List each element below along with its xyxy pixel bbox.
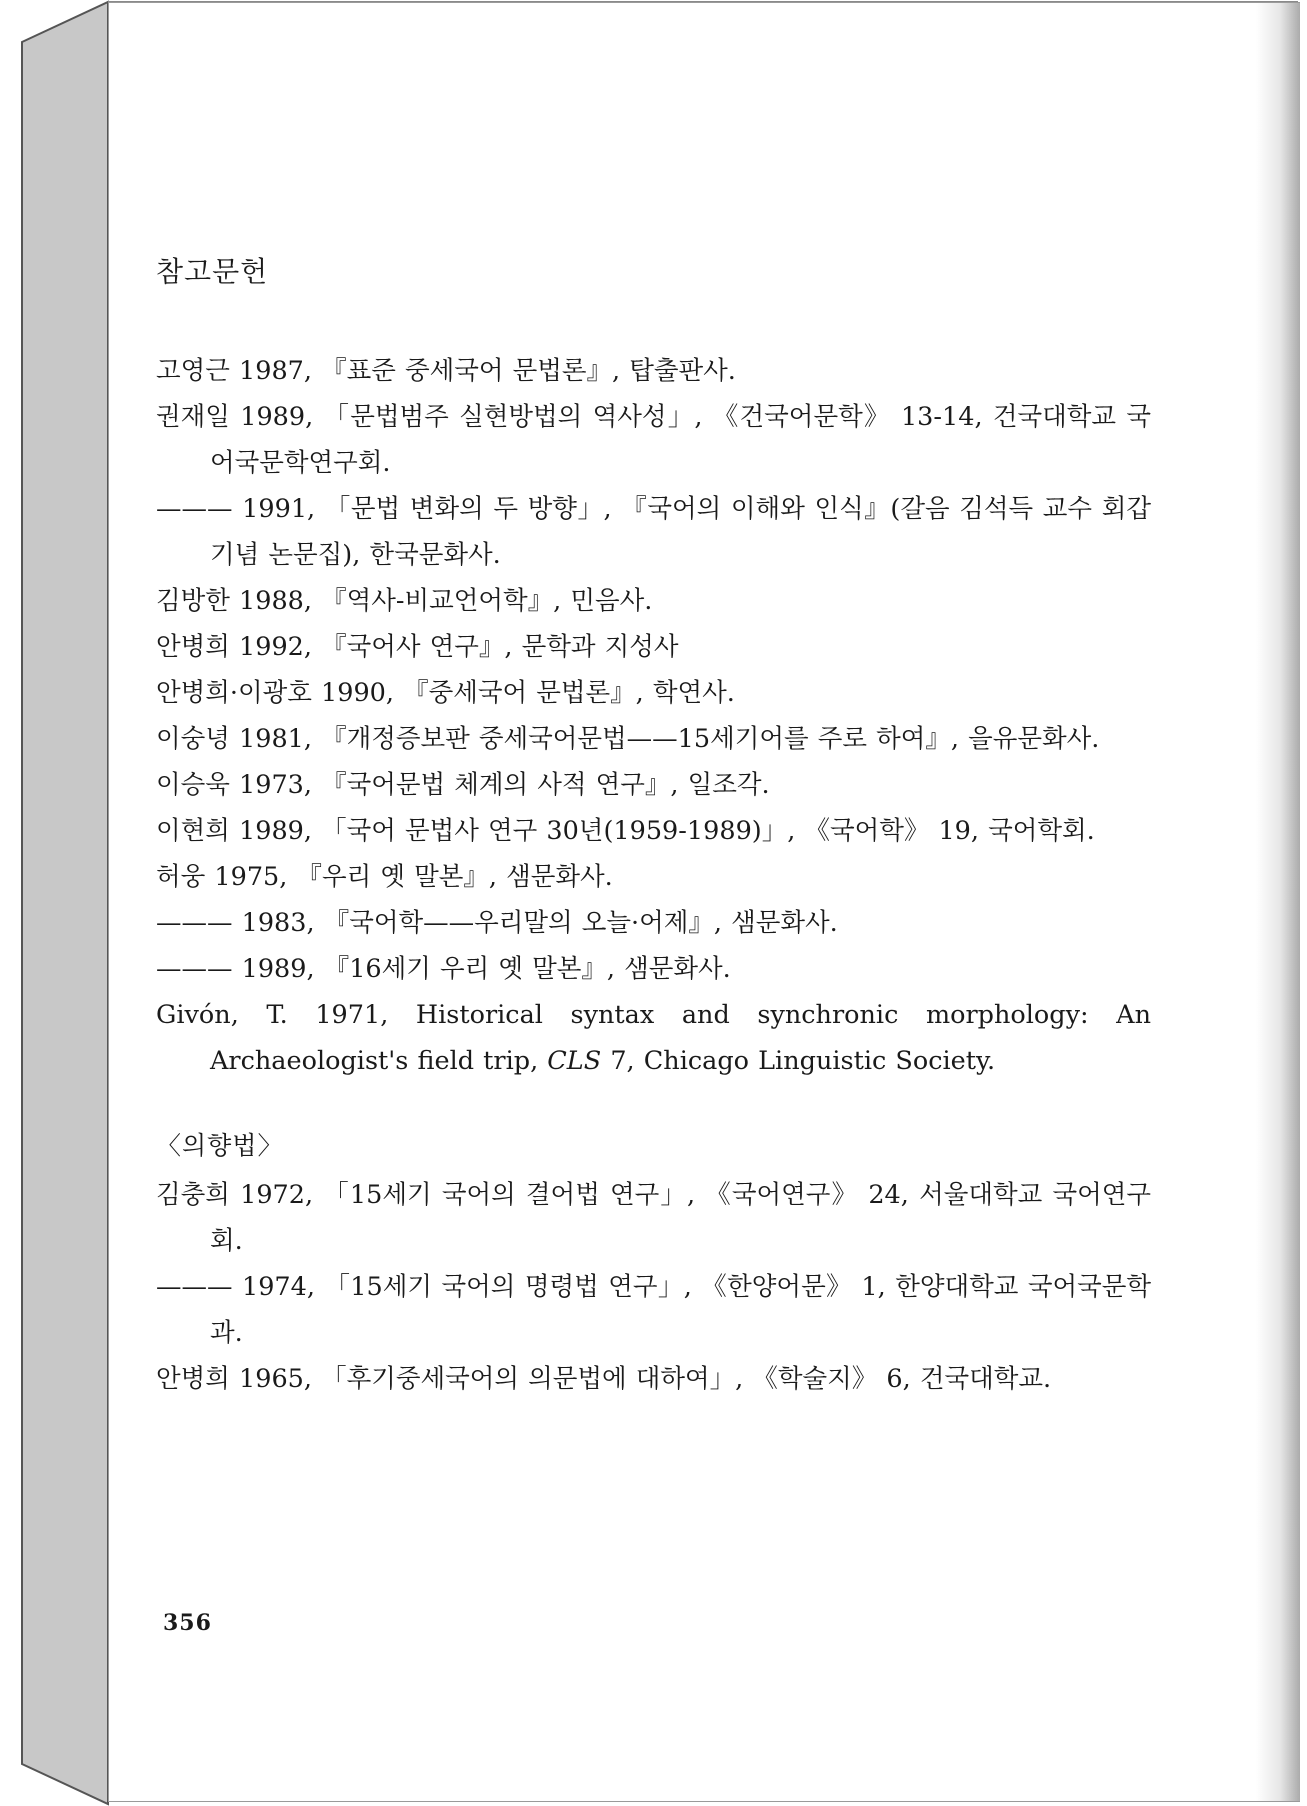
mood-reference-list: [156, 1172, 1151, 1402]
reference-item: 이현희 1989, 「국어 문법사 연구 30년(1959-1989)」, 《국어학》 19, 국어학회.: [156, 816, 1095, 846]
reference-item: ——— 1974, 「15세기 국어의 명령법 연구」, 《한양어문》 1, 한양대학교 국어국문학과.: [156, 1272, 1151, 1348]
reference-list: [156, 348, 1151, 1084]
reference-item: 고영근 1987, 『표준 중세국어 문법론』, 탑출판사.: [156, 356, 736, 386]
subsection-title: 〈의향법〉: [156, 1131, 284, 1160]
page-number: 356: [163, 1610, 212, 1636]
reference-item: 허웅 1975, 『우리 옛 말본』, 샘문화사.: [156, 862, 613, 892]
givon-text-end: 7, Chicago Linguistic Society.: [601, 1046, 996, 1076]
reference-item: 김방한 1988, 『역사-비교언어학』, 민음사.: [156, 586, 653, 616]
reference-item: ——— 1991, 「문법 변화의 두 방향」, 『국어의 이해와 인식』(갈음 김석득 교수 회갑기념 논문집), 한국문화사.: [156, 494, 1151, 570]
reference-item: 김충희 1972, 「15세기 국어의 결어법 연구」, 《국어연구》 24, 서울대학교 국어연구회.: [156, 1180, 1151, 1256]
reference-item: 안병희 1965, 「후기중세국어의 의문법에 대하여」, 《학술지》 6, 건국대학교.: [156, 1364, 1052, 1394]
reference-item: ——— 1983, 『국어학——우리말의 오늘·어제』, 샘문화사.: [156, 908, 838, 938]
reference-item: 권재일 1989, 「문법범주 실현방법의 역사성」, 《건국어문학》 13-14, 건국대학교 국어국문학연구회.: [156, 402, 1151, 478]
references-content: [156, 252, 1151, 1402]
givon-text-start: Givón, T. 1971, Historical syntax and synchronic morphology: An Archaeologist's field trip,: [156, 1000, 1151, 1076]
section-title: 참고문헌: [156, 255, 269, 288]
reference-item: 이숭녕 1981, 『개정증보판 중세국어문법——15세기어를 주로 하여』, 을유문화사.: [156, 724, 1100, 754]
reference-item: 안병희 1992, 『국어사 연구』, 문학과 지성사: [156, 632, 679, 662]
givon-journal: CLS: [547, 1046, 602, 1076]
page-edge-shadow: [1256, 3, 1300, 1801]
reference-item: 안병희·이광호 1990, 『중세국어 문법론』, 학연사.: [156, 678, 735, 708]
reference-item: ——— 1989, 『16세기 우리 옛 말본』, 샘문화사.: [156, 954, 731, 984]
reference-item-givon: [156, 992, 1151, 1084]
reference-item: 이승욱 1973, 『국어문법 체계의 사적 연구』, 일조각.: [156, 770, 770, 800]
